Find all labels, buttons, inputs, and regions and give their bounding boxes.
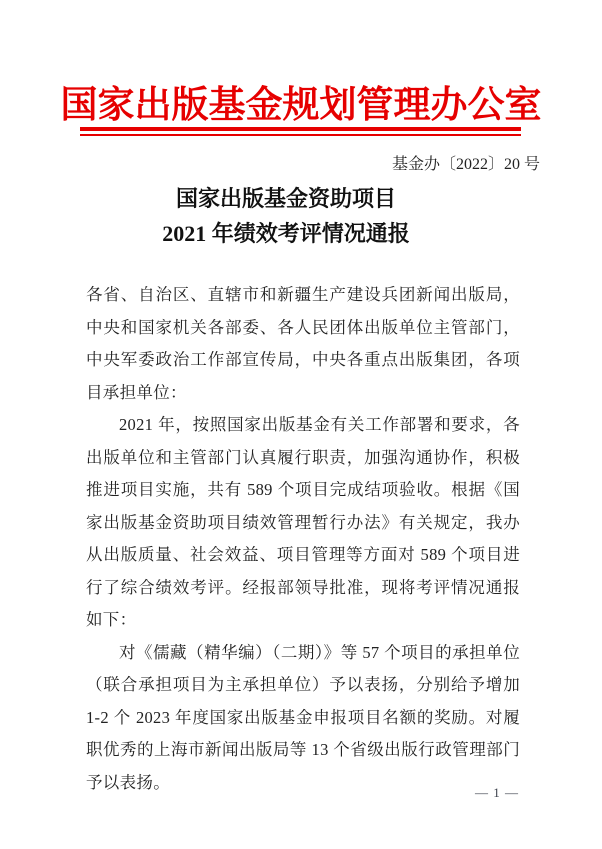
paragraph-overview: 2021 年，按照国家出版基金有关工作部署和要求，各出版单位和主管部门认真履行职责，加强沟通协作，积极推进项目实施，共有 589 个项目完成结项验收。根据《国家出版基金资助项目绩效管理暂行办法》有关规定，我办从出版质量、社会效益、项目管理等方面对 589 个项目进行了综合绩效考评。经报部领导批准，现将考评情况通报如下： <box>86 415 520 629</box>
paragraph-commendation: 对《儒藏（精华编）（二期）》等 57 个项目的承担单位（联合承担项目为主承担单位）予以表扬，分别给予增加 1-2 个 2023 年度国家出版基金申报项目名额的奖励。对履职优秀的上海市新闻出版局等 13 个省级出版行政管理部门予以表扬。 <box>86 642 520 792</box>
letterhead-title: 国家出版基金规划管理办公室 <box>60 85 542 126</box>
document-title <box>0 181 572 251</box>
page-number: — 1 — <box>475 785 519 800</box>
document-title-line1: 国家出版基金资助项目 <box>175 186 396 211</box>
letterhead-divider <box>80 127 521 136</box>
document-body <box>86 279 520 799</box>
document-number: 基金办〔2022〕20 号 <box>391 156 540 173</box>
paragraph-salutation: 各省、自治区、直辖市和新疆生产建设兵团新闻出版局，中央和国家机关各部委、各人民团体出版单位主管部门，中央军委政治工作部宣传局，中央各重点出版集团，各项目承担单位： <box>86 285 520 402</box>
document-title-line2: 2021 年绩效考评情况通报 <box>162 221 410 246</box>
